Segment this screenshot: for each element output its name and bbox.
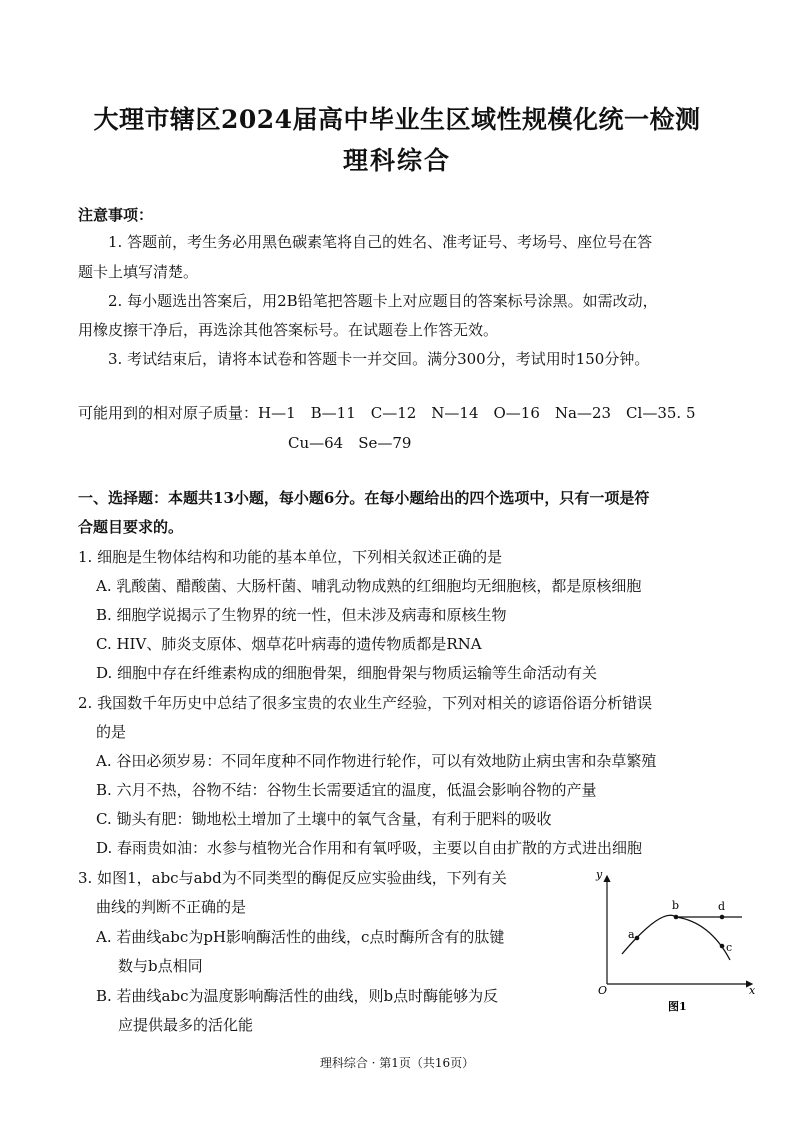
question-2-option-d: D. 春雨贵如油：水参与植物光合作用和有氧呼吸，主要以自由扩散的方式进出细胞 xyxy=(96,839,643,857)
section-heading-line-1: 一、选择题：本题共13小题，每小题6分。在每小题给出的四个选项中，只有一项是符 xyxy=(78,489,650,507)
atomic-mass-line-1: 可能用到的相对原子质量：H—1 B—11 C—12 N—14 O—16 Na—23 Cl—35. 5 xyxy=(78,404,696,422)
y-axis-label: y xyxy=(596,868,603,881)
notice-item-2-line-1: 2. 每小题选出答案后，用2B铅笔把答题卡上对应题目的答案标号涂黑。如需改动， xyxy=(108,292,658,310)
origin-label: O xyxy=(598,984,608,997)
x-axis-label: x xyxy=(749,984,756,997)
exam-title: 大理市辖区2024届高中毕业生区域性规模化统一检测 xyxy=(93,105,701,134)
figure-caption: 图1 xyxy=(668,1000,687,1013)
notice-item-1-line-2: 题卡上填写清楚。 xyxy=(78,263,199,281)
label-d: d xyxy=(718,900,726,913)
question-2-option-b: B. 六月不热，谷物不结：谷物生长需要适宜的温度，低温会影响谷物的产量 xyxy=(96,781,597,799)
question-1-option-c: C. HIV、肺炎支原体、烟草花叶病毒的遗传物质都是RNA xyxy=(96,635,482,653)
question-3-option-b-line-2: 应提供最多的活化能 xyxy=(118,1016,254,1034)
notice-item-1-line-1: 1. 答题前，考生务必用黑色碳素笔将自己的姓名、准考证号、考场号、座位号在答 xyxy=(108,233,653,251)
figure-1-enzyme-curve xyxy=(592,862,762,1022)
notice-item-3: 3. 考试结束后，请将本试卷和答题卡一并交回。满分300分，考试用时150分钟。 xyxy=(108,350,650,368)
atomic-mass-line-2: Cu—64 Se—79 xyxy=(288,434,412,452)
exam-subtitle: 理科综合 xyxy=(342,146,451,175)
question-1-option-a: A. 乳酸菌、醋酸菌、大肠杆菌、哺乳动物成熟的红细胞均无细胞核，都是原核细胞 xyxy=(96,577,642,595)
page-footer: 理科综合 · 第1页（共16页） xyxy=(319,1056,475,1070)
question-2-option-c: C. 锄头有肥：锄地松土增加了土壤中的氧气含量，有利于肥料的吸收 xyxy=(96,810,552,828)
question-1-option-d: D. 细胞中存在纤维素构成的细胞骨架，细胞骨架与物质运输等生命活动有关 xyxy=(96,664,598,682)
question-1-option-b: B. 细胞学说揭示了生物界的统一性，但未涉及病毒和原核生物 xyxy=(96,606,507,624)
section-heading-line-2: 合题目要求的。 xyxy=(78,518,184,536)
label-a: a xyxy=(628,928,635,941)
question-3-option-a-line-1: A. 若曲线abc为pH影响酶活性的曲线，c点时酶所含有的肽键 xyxy=(96,928,505,946)
question-3-stem-line-1: 3. 如图1，abc与abd为不同类型的酶促反应实验曲线，下列有关 xyxy=(78,869,507,887)
question-2-stem-line-1: 2. 我国数千年历史中总结了很多宝贵的农业生产经验，下列对相关的谚语俗语分析错误 xyxy=(78,694,653,712)
notice-heading: 注意事项： xyxy=(78,206,154,224)
point-a xyxy=(635,936,640,941)
question-3-stem-line-2: 曲线的判断不正确的是 xyxy=(96,898,247,916)
label-c: c xyxy=(726,941,733,954)
point-c xyxy=(720,944,725,949)
notice-item-2-line-2: 用橡皮擦干净后，再选涂其他答案标号。在试题卷上作答无效。 xyxy=(78,321,499,339)
question-3-option-b-line-1: B. 若曲线abc为温度影响酶活性的曲线，则b点时酶能够为反 xyxy=(96,987,499,1005)
question-2-stem-line-2: 的是 xyxy=(96,723,127,741)
label-b: b xyxy=(672,899,680,912)
question-3-option-a-line-2: 数与b点相同 xyxy=(118,957,203,975)
question-2-option-a: A. 谷田必须岁易：不同年度种不同作物进行轮作，可以有效地防止病虫害和杂草繁殖 xyxy=(96,752,657,770)
question-1-stem: 1. 细胞是生物体结构和功能的基本单位，下列相关叙述正确的是 xyxy=(78,548,503,566)
point-d xyxy=(720,915,725,920)
point-b xyxy=(674,915,679,920)
